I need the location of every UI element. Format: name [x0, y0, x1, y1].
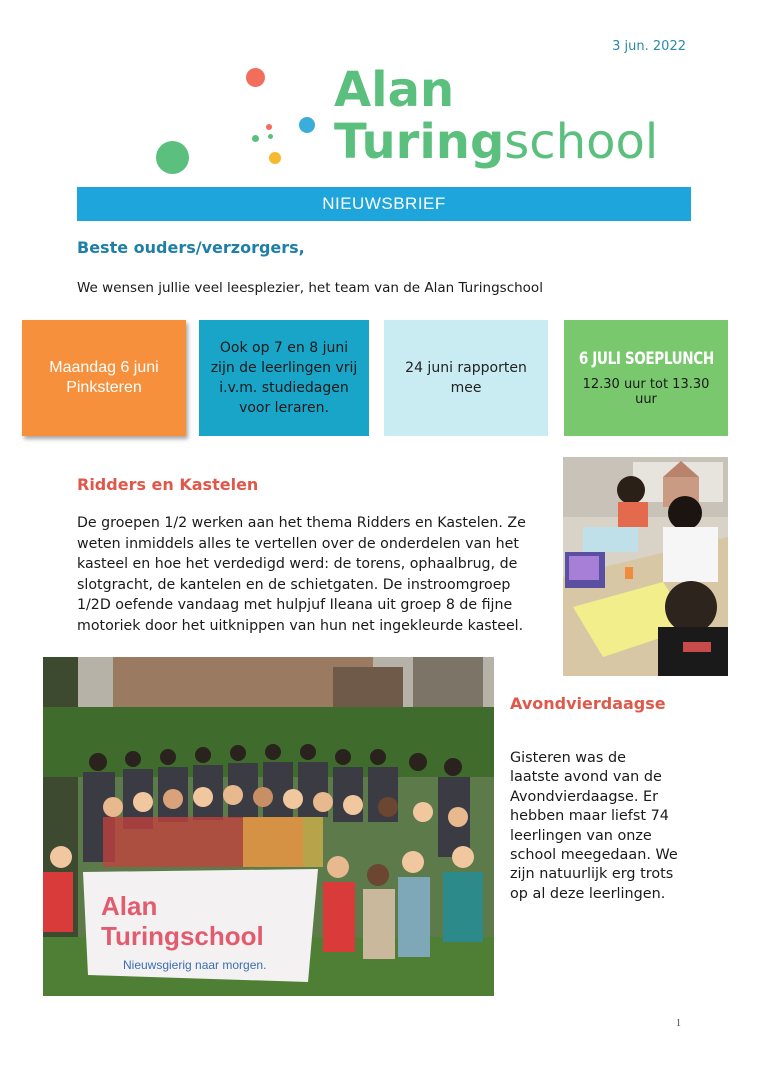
article-line: laatste avond van de [510, 769, 662, 786]
logo-text-school: school [504, 114, 659, 170]
article-line: Avondvierdaagse. Er [510, 788, 659, 805]
logo-dot-big-green [156, 141, 189, 174]
newsletter-date: 3 jun. 2022 [612, 39, 686, 54]
logo-text-turing: Turing [334, 114, 505, 170]
highlight-text: 12.30 uur tot 13.30 uur [582, 377, 710, 407]
logo-dot-yellow [269, 152, 281, 164]
highlight-text: Maandag 6 juni Pinksteren [49, 359, 159, 396]
article-line: Gisteren was de [510, 750, 626, 766]
highlight-studiedagen [199, 320, 369, 436]
photo-banner-line1: Alan [101, 891, 158, 921]
article-line: slotgracht, de kantelen en de schietgaten. De instroomgroep [77, 576, 511, 593]
article-line: leerlingen van onze [510, 827, 652, 844]
group-photo-image [43, 657, 494, 996]
article-line: school meegedaan. We [510, 847, 678, 864]
photo-banner-tagline: Nieuwsgierig naar morgen. [123, 958, 267, 972]
article-line: 1/2D oefende vandaag met hulpjuf Ileana uit groep 8 de fijne [77, 597, 513, 613]
highlight-text: Ook op 7 en 8 juni zijn de leerlingen vrij i.v.m. studiedagen voor leraren. [210, 340, 358, 416]
page-number: 1 [676, 1018, 681, 1029]
highlight-pinksteren [22, 320, 186, 436]
article-avondvierdaagse-body [510, 749, 700, 904]
article-line: op al deze leerlingen. [510, 885, 666, 902]
classroom-photo-image [563, 457, 728, 676]
article-line: motoriek door het uitknippen van hun net ingekleurde kasteel. [77, 617, 524, 634]
intro-text: We wensen jullie veel leesplezier, het team van de Alan Turingschool [77, 280, 543, 296]
highlight-soeplunch [564, 320, 728, 436]
article-ridders-heading: Ridders en Kastelen [77, 475, 259, 494]
article-ridders-body [77, 513, 547, 636]
logo-text-turingschool [334, 112, 658, 172]
greeting-heading: Beste ouders/verzorgers, [77, 238, 305, 257]
photo-banner-line2: Turingschool [101, 921, 264, 951]
article-line: zijn natuurlijk erg trots [510, 866, 674, 883]
highlight-title: 6 JULI SOEPLUNCH [578, 349, 714, 369]
logo-dot-blue [299, 117, 315, 133]
article-line: kasteel en hoe het verdedigd werd: de torens, ophaalbrug, de [77, 556, 518, 572]
article-line: weten inmiddels alles te vertellen over de onderdelen van het [77, 535, 519, 552]
logo-dot-tiny-green [268, 134, 273, 139]
newsletter-banner: NIEUWSBRIEF [77, 187, 691, 221]
highlight-text: 24 juni rapporten mee [405, 360, 527, 396]
article-line: hebben maar liefst 74 [510, 808, 669, 825]
highlight-rapporten [384, 320, 548, 436]
logo-dot-small-green [252, 135, 259, 142]
article-line: De groepen 1/2 werken aan het thema Ridders en Kastelen. Ze [77, 515, 526, 531]
article-avondvierdaagse-heading: Avondvierdaagse [510, 694, 666, 713]
logo-dot-red [246, 68, 265, 87]
classroom-photo [563, 457, 728, 676]
avondvierdaagse-group-photo [43, 657, 494, 996]
logo-text-alan: Alan [334, 62, 455, 118]
logo-dot-small-red [266, 124, 272, 130]
